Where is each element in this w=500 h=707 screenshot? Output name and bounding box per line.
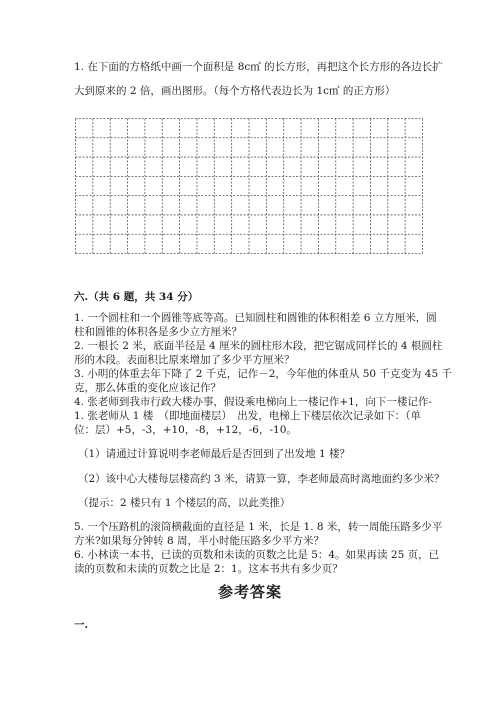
- q6-5-line-1: 5. 一个压路机的滚筒横截面的直径是 1 米，长是 1. 8 米，转一周能压路多少平: [74, 521, 443, 533]
- q6-2-line-2: 形的木段。表面积比原来增加了多少平方厘米？: [74, 354, 295, 366]
- q1-line-1: 1. 在下面的方格纸中画一个面积是 8c㎡ 的长方形，再把这个长方形的各边长扩: [74, 61, 443, 73]
- answers-title: 参考答案: [217, 583, 282, 601]
- q6-1-line-1: 1. 一个圆柱和一个圆锥等底等高。已知圆柱和圆锥的体积相差 6 立方厘米，圆: [74, 312, 437, 324]
- answers-section-1: 一.: [74, 619, 89, 631]
- q6-5-line-2: 方米?如果每分钟转 8 周，半小时能压路多少平方米？: [74, 535, 324, 547]
- q6-4-line-3: 位：层）+5，-3，+10，-8，+12，-6，-10。: [74, 424, 297, 436]
- q6-6-line-1: 6. 小林读一本书，已读的页数和未读的页数之比是 5：4。如果再读 25 页，已: [74, 549, 440, 561]
- q6-2-line-1: 2. 一根长 2 米，底面半径是 4 厘米的圆柱形木段，把它锯成同样长的 4 根圆柱: [74, 340, 443, 352]
- q6-4-line-1: 4. 张老师到我市行政大楼办事，假设乘电梯向上一楼记作+1，向下一楼记作-: [74, 396, 432, 408]
- section-6-heading: 六.（共 6 题，共 34 分）: [74, 291, 199, 303]
- q6-1-line-2: 柱和圆锥的体积各是多少立方厘米？: [74, 326, 242, 338]
- q6-4-hint: （提示：2 楼只有 1 个楼层的高，以此类推）: [78, 497, 291, 509]
- square-grid: [75, 118, 423, 254]
- q6-4-sub-2: （2）该中心大楼每层楼高约 3 米，请算一算，李老师最高时离地面约多少米？: [78, 473, 445, 485]
- q6-6-line-2: 读的页数和未读的页数之比是 2：1。这本书共有多少页？: [74, 563, 343, 575]
- q6-4-sub-1: （1）请通过计算说明李老师最后是否回到了出发地 1 楼？: [78, 448, 351, 460]
- q6-3-line-2: 克，那么体重的变化应该记作？: [74, 382, 221, 394]
- q1-line-2: 大到原来的 2 倍，画出图形。（每个方格代表边长为 1c㎡ 的正方形）: [74, 85, 396, 97]
- q6-3-line-1: 3. 小明的体重去年下降了 2 千克，记作－2，今年他的体重从 50 千克变为 45 千: [74, 368, 452, 380]
- q6-4-line-2: 1. 张老师从 1 楼 （即地面楼层） 出发，电梯上下楼层依次记录如下：（单: [74, 410, 421, 422]
